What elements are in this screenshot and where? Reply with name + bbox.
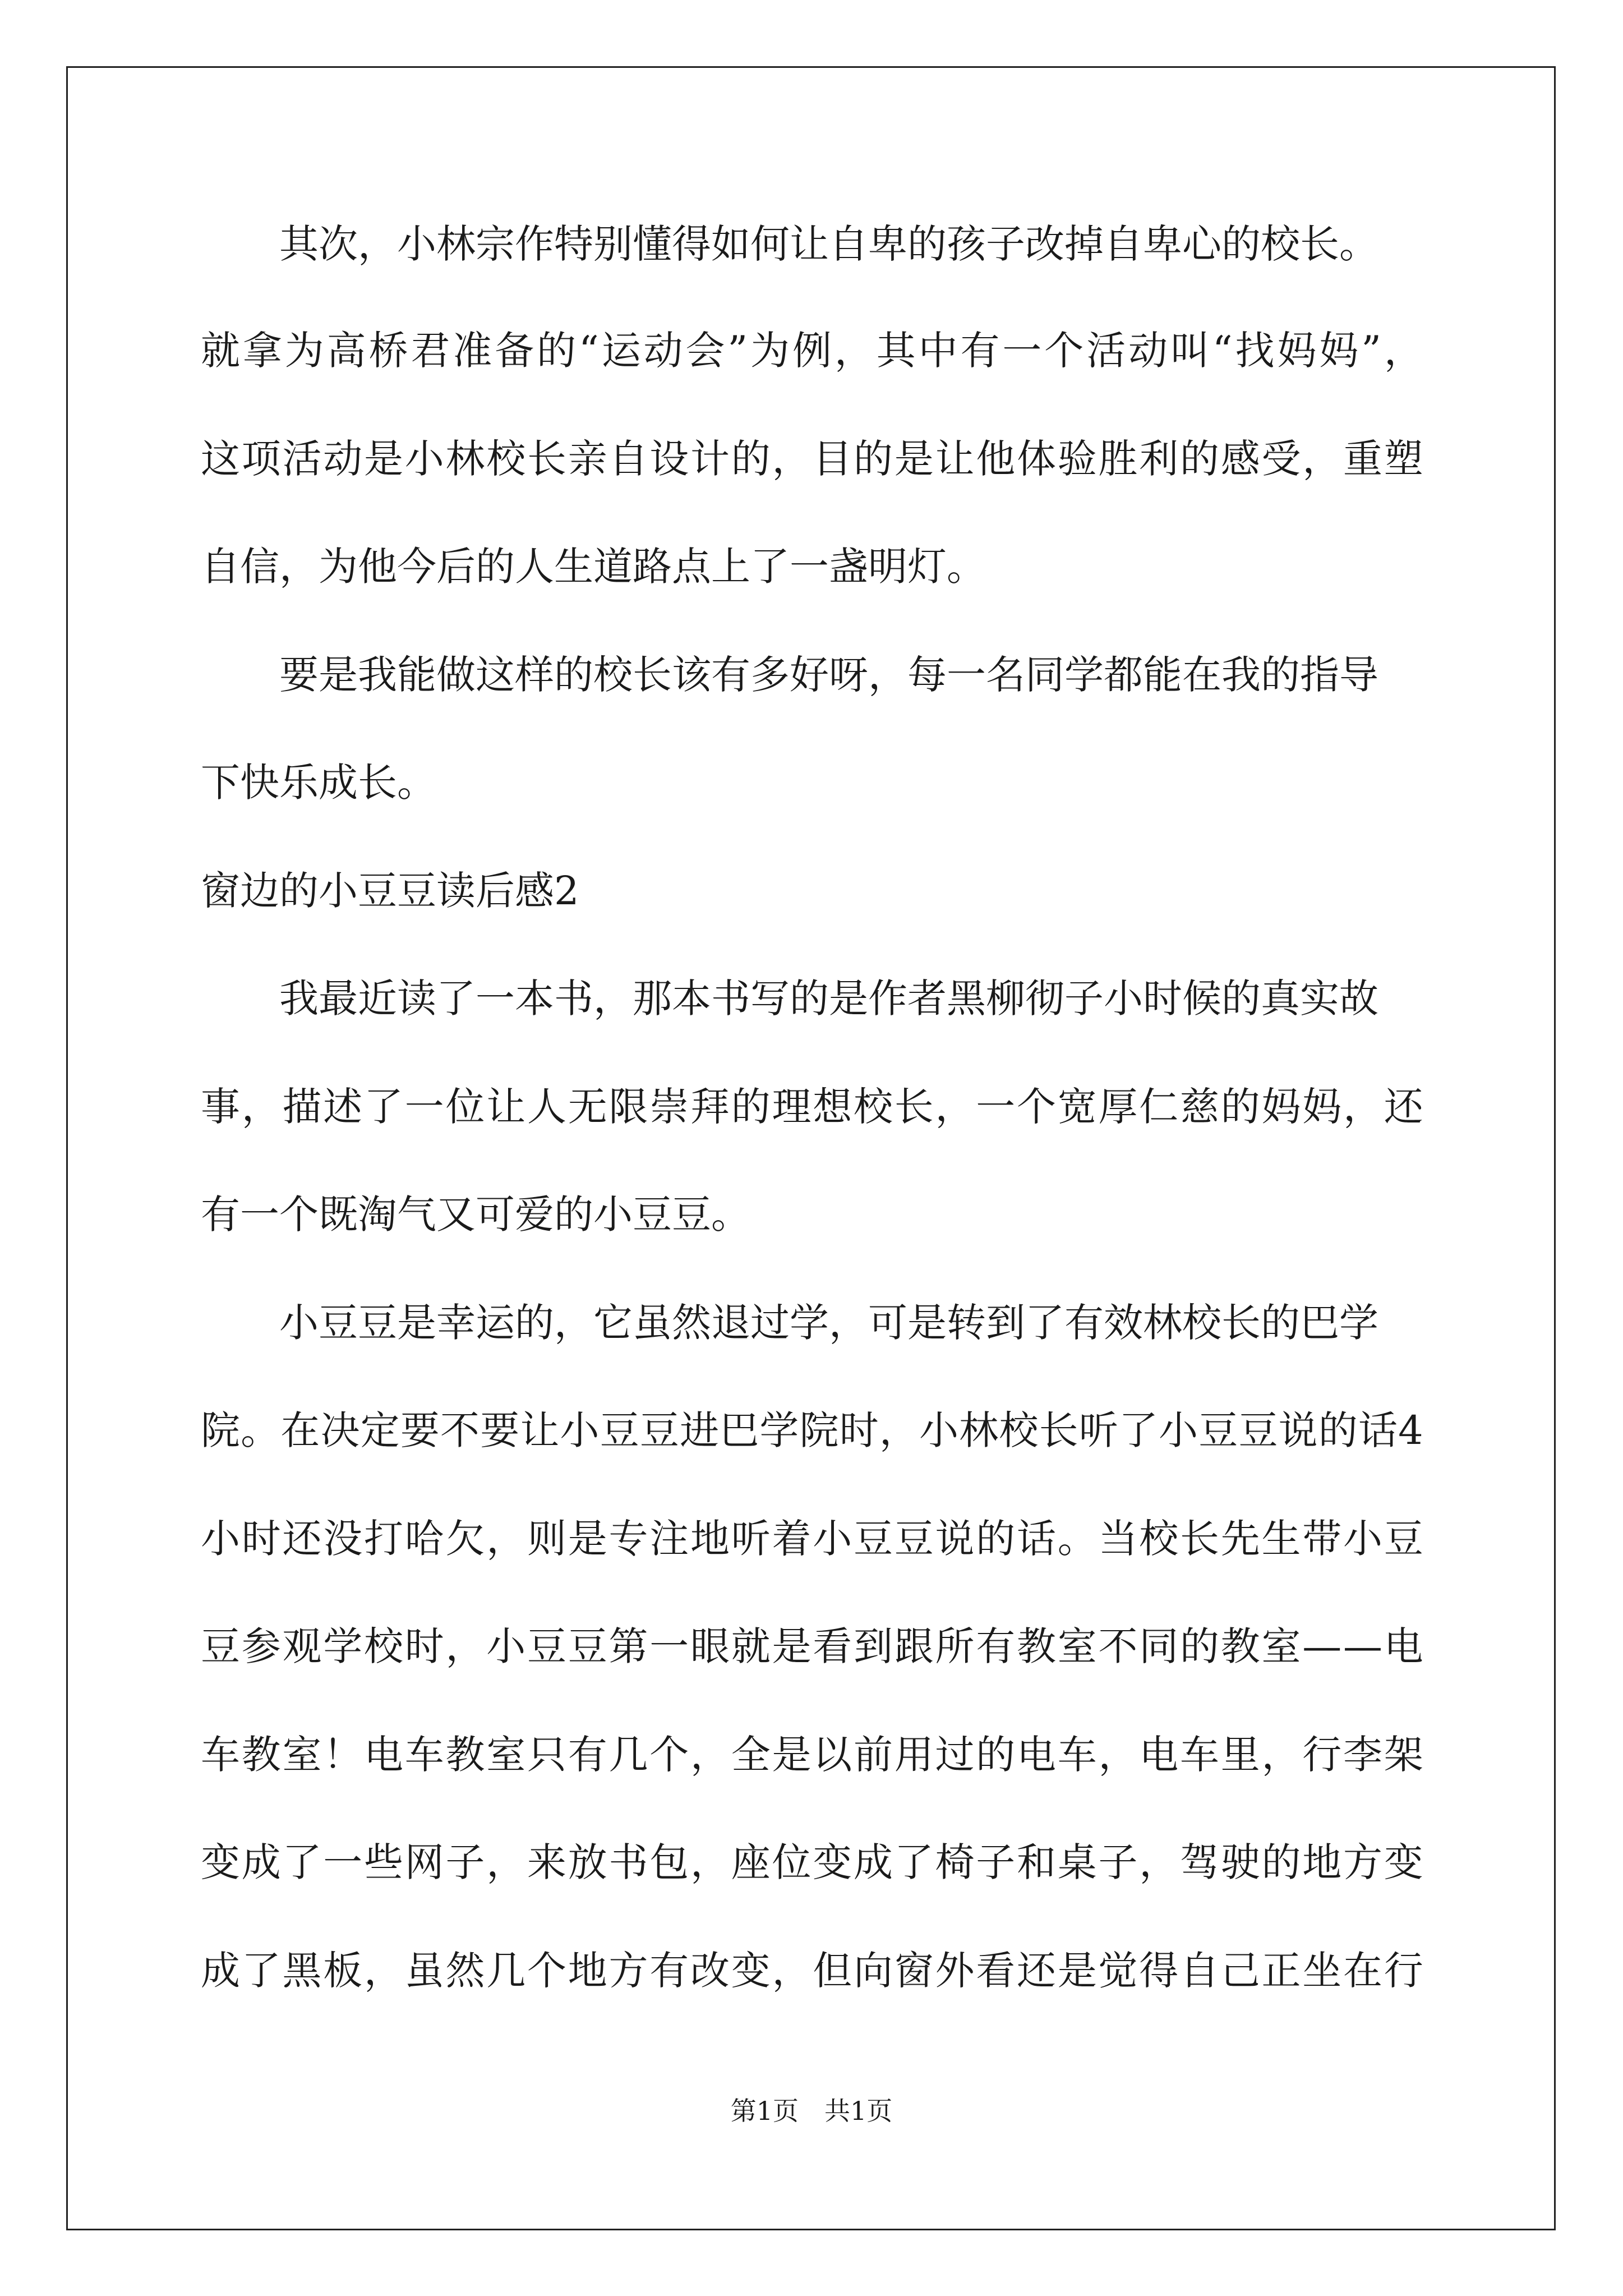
page-number-footer: 第1页 共1页: [730, 2096, 893, 2126]
section-heading: 窗边的小豆豆读后感2: [201, 868, 579, 914]
paragraph-line: 小 时 还 没 打 哈 欠 ， 则 是 专 注 地 听 着 小 豆 豆 说 的 话 。 当 校 长 先 生 带 小 豆: [201, 1516, 1423, 1562]
paragraph-line: 变 成 了 一 些 网 子 ， 来 放 书 包 ， 座 位 变 成 了 椅 子 和 桌 子 ， 驾 驶 的 地 方 变: [201, 1839, 1423, 1885]
paragraph-line: 这 项 活 动 是 小 林 校 长 亲 自 设 计 的 ， 目 的 是 让 他 体 验 胜 利 的 感 受 ， 重 塑: [201, 436, 1423, 482]
paragraph-line: 其次，小林宗作特别懂得如何让自卑的孩子改掉自卑心的校长。: [279, 221, 1378, 267]
paragraph-line: 事 ， 描 述 了 一 位 让 人 无 限 崇 拜 的 理 想 校 长 ， 一 个 宽 厚 仁 慈 的 妈 妈 ， 还: [201, 1084, 1423, 1130]
paragraph-line: 我最近读了一本书，那本书写的是作者黑柳彻子小时候的真实故: [279, 976, 1378, 1022]
paragraph-line: 自信，为他今后的人生道路点上了一盏明灯。: [201, 544, 986, 590]
page-border: [66, 66, 1556, 2230]
paragraph-line: 小豆豆是幸运的，它虽然退过学，可是转到了有效林校长的巴学: [279, 1300, 1378, 1346]
paragraph-line: 有一个既淘气又可爱的小豆豆。: [201, 1191, 750, 1237]
paragraph-line: 豆 参 观 学 校 时 ， 小 豆 豆 第 一 眼 就 是 看 到 跟 所 有 教 室 不 同 的 教 室 — — 电: [201, 1623, 1423, 1669]
paragraph-line: 就 拿 为 高 桥 君 准 备 的 “ 运 动 会 ” 为 例 ， 其 中 有 一 个 活 动 叫 “ 找 妈 妈 ” ，: [201, 328, 1423, 374]
paragraph-line: 院 。 在 决 定 要 不 要 让 小 豆 豆 进 巴 学 院 时 ， 小 林 校 长 听 了 小 豆 豆 说 的 话 4: [201, 1407, 1423, 1453]
paragraph-line: 成 了 黑 板 ， 虽 然 几 个 地 方 有 改 变 ， 但 向 窗 外 看 还 是 觉 得 自 己 正 坐 在 行: [201, 1948, 1423, 1994]
paragraph-line: 下快乐成长。: [201, 760, 436, 806]
paragraph-line: 车 教 室 ！ 电 车 教 室 只 有 几 个 ， 全 是 以 前 用 过 的 电 车 ， 电 车 里 ， 行 李 架: [201, 1732, 1423, 1778]
paragraph-line: 要是我能做这样的校长该有多好呀，每一名同学都能在我的指导: [279, 652, 1378, 698]
